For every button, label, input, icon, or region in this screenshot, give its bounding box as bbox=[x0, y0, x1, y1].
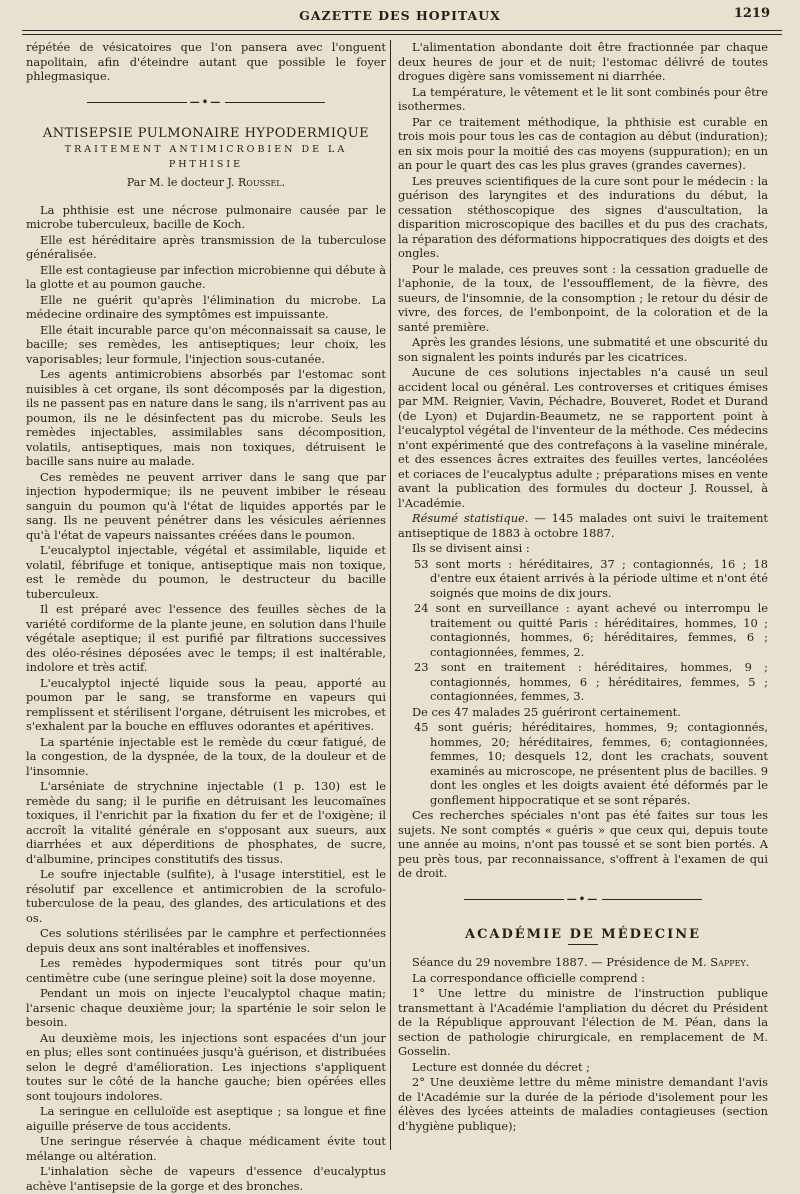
article-paragraph: Les preuves scientifiques de la cure sont pour le médecin : la guérison des laryngites et des indurations du début, la cessation stéthoscopique des signes d'auscultation, la disparition microscopique des bacilles et du pus des crachats, la réparation des déformations hippocratiques des doigts et des ongles. bbox=[398, 173, 768, 260]
article-byline: Par M. le docteur J. Roussel. bbox=[126, 176, 286, 190]
article-paragraph: L'eucalyptol injectable, végétal et assimilable, liquide et volatil, fébrifuge et tonique, antiseptique mais non toxique, est le remède du poumon, le destructeur du bacille tuberculeux. bbox=[26, 543, 386, 601]
article-paragraph: La température, le vêtement et le lit sont combinés pour être isothermes. bbox=[398, 84, 768, 113]
stats-heading-paragraph bbox=[398, 511, 768, 540]
article-paragraph: L'arséniate de strychnine injectable (1 p. 130) est le remède du sang; il le purifie en détruisant les leucomaïnes toxiques, il l'enrichit par la fixation du fer et de l'oxigène; il accroît la vitalité générale en s'opposant aux sueurs, aux diarrhées et aux déperditions de phosphates, de sucre, d'albumine, principes constitutifs des tissus. bbox=[26, 779, 386, 866]
stats-item: 23 sont en traitement : héréditaires, hommes, 9 ; contagionnés, hommes, 6 ; héréditaires, femmes, 5 ; contagionnées, femmes, 3. bbox=[414, 660, 768, 703]
stats-heading: Résumé statistique. bbox=[412, 511, 529, 525]
session-line: Séance du 29 novembre 1887. — Présidence de M. Sappey. bbox=[412, 955, 750, 970]
article-paragraph: L'eucalyptol injecté liquide sous la peau, apporté au poumon par le sang, se transforme en vapeurs qui remplissent et stérilisent l'organe, détruisent les microbes, et s'exhalent par la bouche en effluves odorantes et apéritives. bbox=[26, 675, 386, 734]
article-paragraph: Elle était incurable parce qu'on méconnaissait sa cause, le bacille; ses remèdes, les antiseptiques; leur choix, les vaporisables; leur formule, l'injection sous-cutanée. bbox=[26, 322, 386, 366]
right-column bbox=[398, 40, 768, 1134]
stats-item: 24 sont en surveillance : ayant achevé ou interrompu le traitement ou quitté Paris : héréditaires, hommes, 10 ; contagionnés, hommes, 6; héréditaires, femmes, 6 ; contagionnées, femmes, 2. bbox=[414, 601, 768, 659]
stats-item: 53 sont morts : héréditaires, 37 ; contagionnés, 16 ; 18 d'entre eux étaient arrivés à la période ultime et n'ont été soignés que moins de dix jours. bbox=[414, 556, 768, 600]
academie-title-rule bbox=[568, 944, 598, 945]
page-number: 1219 bbox=[733, 6, 770, 21]
byline-prefix: Par M. le docteur J. bbox=[126, 176, 235, 190]
article-paragraph: Une seringue réservée à chaque médicament évite tout mélange ou altération. bbox=[26, 1134, 386, 1163]
article-paragraph: L'alimentation abondante doit être fractionnée par chaque deux heures de jour et de nuit; l'estomac délivré de toutes drogues digère sans vomissement ni diarrhée. bbox=[398, 40, 768, 83]
article-paragraph: Au deuxième mois, les injections sont espacées d'un jour en plus; elles sont continuées jusqu'à guérison, et distribuées selon le degré d'amélioration. Les injections s'appliquent toutes sur le côté de la hanche gauche; bien opérées elles sont toujours indolores. bbox=[26, 1030, 386, 1103]
article-paragraph: Après les grandes lésions, une submatité et une obscurité du son signalent les points indurés par les cicatrices. bbox=[398, 335, 768, 364]
article-paragraph: La seringue en celluloïde est aseptique ; sa longue et fine aiguille préserve de tous accidents. bbox=[26, 1104, 386, 1133]
article-paragraph: Par ce traitement méthodique, la phthisie est curable en trois mois pour tous les cas de contagion au début (induration); en six mois pour la moitié des cas moyens (suppuration); en un an pour le quart des cas les plus graves (grandes cavernes). bbox=[398, 114, 768, 172]
article-paragraph: Pour le malade, ces preuves sont : la cessation graduelle de l'aphonie, de la toux, de l'essoufflement, de la fièvre, des sueurs, de l'insomnie, de la consomption ; le retour du désir de vivre, des forces, de l'embonpoint, de la coloration et de la santé première. bbox=[398, 261, 768, 334]
article-paragraph: Aucune de ces solutions injectables n'a causé un seul accident local ou général. Les controverses et critiques émises par MM. Reignier, Vavin, Péchadre, Bouveret, Rodet et Durand (de Lyon) et Dujardin-Beaumetz, ne se rapportent point à l'eucalyptol végétal de l'inventeur de la méthode. Ces médecins n'ont expérimenté que des contrefaçons à la vaseline minérale, et des essences âcres extraites des feuilles vertes, lancéolées et coriaces de l'eucalyptus adulte ; préparations mises en vente avant la publication des formules du docteur J. Roussel, à l'Académie. bbox=[398, 365, 768, 510]
article-paragraph: Il est préparé avec l'essence des feuilles sèches de la variété cordiforme de la plante jeune, en solution dans l'huile végétale aseptique; il est purifié par filtrations successives des oléo-résines déposées avec le temps; il est inaltérable, indolore et très actif. bbox=[26, 602, 386, 675]
article-paragraph: Elle est contagieuse par infection microbienne qui débute à la glotte et au poumon gauche. bbox=[26, 262, 386, 292]
article-paragraph: L'inhalation sèche de vapeurs d'essence d'eucalyptus achève l'antisepsie de la gorge et des bronches. bbox=[26, 1164, 386, 1193]
header-rule-thin bbox=[22, 34, 782, 35]
academie-title: ACADÉMIE DE MÉDECINE bbox=[464, 926, 701, 942]
academie-paragraph: 2° Une deuxième lettre du même ministre demandant l'avis de l'Académie sur la durée de la période d'isolement pour les élèves des lycées atteints de maladies contagieuses (section d'hygiène publique); bbox=[398, 1075, 768, 1133]
academie-paragraph: La correspondance officielle comprend : bbox=[412, 970, 645, 985]
article-paragraph: Les agents antimicrobiens absorbés par l'estomac sont nuisibles à cet organe, ils sont décomposés par la digestion, ils ne passent pas en nature dans le sang, ils n'arrivent pas au poumon, ils ne le désinfectent pas du microbe. Seuls les remèdes injectables, assimilables sans décomposition, volatils, antiseptiques, mais non toxiques, détruisent le bacille sans nuire au malade. bbox=[26, 367, 386, 469]
article-paragraph: Le soufre injectable (sulfite), à l'usage interstitiel, est le résolutif par excellence et antimicrobien de la scrofulo-tuberculose de la peau, des glandes, des articulations et des os. bbox=[26, 867, 386, 925]
separator-ornament: —•— bbox=[189, 96, 223, 108]
stats-heading-rest: — 145 malades ont suivi le traitement antiseptique de 1883 à octobre 1887. bbox=[398, 511, 768, 540]
article-subtitle: TRAITEMENT ANTIMICROBIEN DE LA PHTHISIE bbox=[64, 144, 348, 170]
article-paragraph: Ces remèdes ne peuvent arriver dans le sang que par injection hypodermique; ils ne peuvent imbiber le réseau sanguin du poumon qu'à l'état de liquides apportés par le sang. Ils ne peuvent pénétrer dans les vésicules aériennes qu'à l'état de vapeurs naissantes créées dans le poumon. bbox=[26, 469, 386, 542]
section-separator bbox=[398, 893, 768, 908]
intro-paragraph: répétée de vésicatoires que l'on pansera avec l'onguent napolitain, afin d'éteindre autant que possible le foyer phlegmasique. bbox=[26, 40, 386, 83]
stats-closing: Ces recherches spéciales n'ont pas été faites sur tous les sujets. Ne sont comptés « guéris » que ceux qui, depuis toute une année au moins, n'ont pas toussé et se sont bien portés. A peu près tous, par reconnaissance, s'offrent à l'examen de qui de droit. bbox=[398, 808, 768, 880]
left-column bbox=[26, 40, 386, 1194]
article-title: ANTISEPSIE PULMONAIRE HYPODERMIQUE bbox=[42, 125, 370, 141]
byline-author: Roussel bbox=[238, 176, 282, 190]
stats-split-line: Ils se divisent ainsi : bbox=[412, 541, 530, 555]
article-paragraph: La sparténie injectable est le remède du cœur fatigué, de la congestion, de la dyspnée, de la toux, de la douleur et de l'insomnie. bbox=[26, 734, 386, 778]
column-divider bbox=[390, 40, 391, 1150]
academie-paragraph: Lecture est donnée du décret ; bbox=[412, 1059, 590, 1074]
stats-item: 45 sont guéris; héréditaires, hommes, 9; contagionnés, hommes, 20; héréditaires, femmes, 6; contagionnées, femmes, 10; desquels 12, dont les crachats, souvent examinés au microscope, ne présentent plus de bacilles. 9 dont les ongles et les doigts avaient été déformés par le gonflement hippocratique et se sont réparés. bbox=[414, 720, 768, 807]
academie-paragraph: 1° Une lettre du ministre de l'instruction publique transmettant à l'Académie l'ampliation du décret du Président de la République approuvant l'élection de M. Péan, dans la section de pathologie chirurgicale, en remplacement de M. Gosselin. bbox=[398, 986, 768, 1059]
separator-ornament: —•— bbox=[566, 893, 600, 905]
running-title: GAZETTE DES HOPITAUX bbox=[299, 8, 501, 23]
running-head bbox=[0, 6, 800, 28]
article-paragraph: Pendant un mois on injecte l'eucalyptol chaque matin; l'arsenic chaque deuxième jour; la sparténie le soir selon le besoin. bbox=[26, 986, 386, 1030]
article-paragraph: Ces solutions stérilisées par le camphre et perfectionnées depuis deux ans sont inaltérables et inoffensives. bbox=[26, 926, 386, 955]
article-paragraph: Elle ne guérit qu'après l'élimination du microbe. La médecine ordinaire des symptômes est impuissante. bbox=[26, 292, 386, 322]
session-line-prefix: Séance du 29 novembre 1887. — Présidence de M. bbox=[412, 955, 707, 970]
section-separator bbox=[26, 96, 386, 111]
article-paragraph: La phthisie est une nécrose pulmonaire causée par le microbe tuberculeux, bacille de Koch. bbox=[26, 202, 386, 232]
article-paragraph: Elle est héréditaire après transmission de la tuberculose généralisée. bbox=[26, 232, 386, 262]
header-rule bbox=[22, 30, 782, 31]
article-paragraph: Les remèdes hypodermiques sont titrés pour qu'un centimètre cube (une seringue pleine) soit la dose moyenne. bbox=[26, 956, 386, 985]
stats-item: De ces 47 malades 25 guériront certainement. bbox=[412, 704, 681, 719]
session-president: Sappey bbox=[710, 955, 746, 970]
